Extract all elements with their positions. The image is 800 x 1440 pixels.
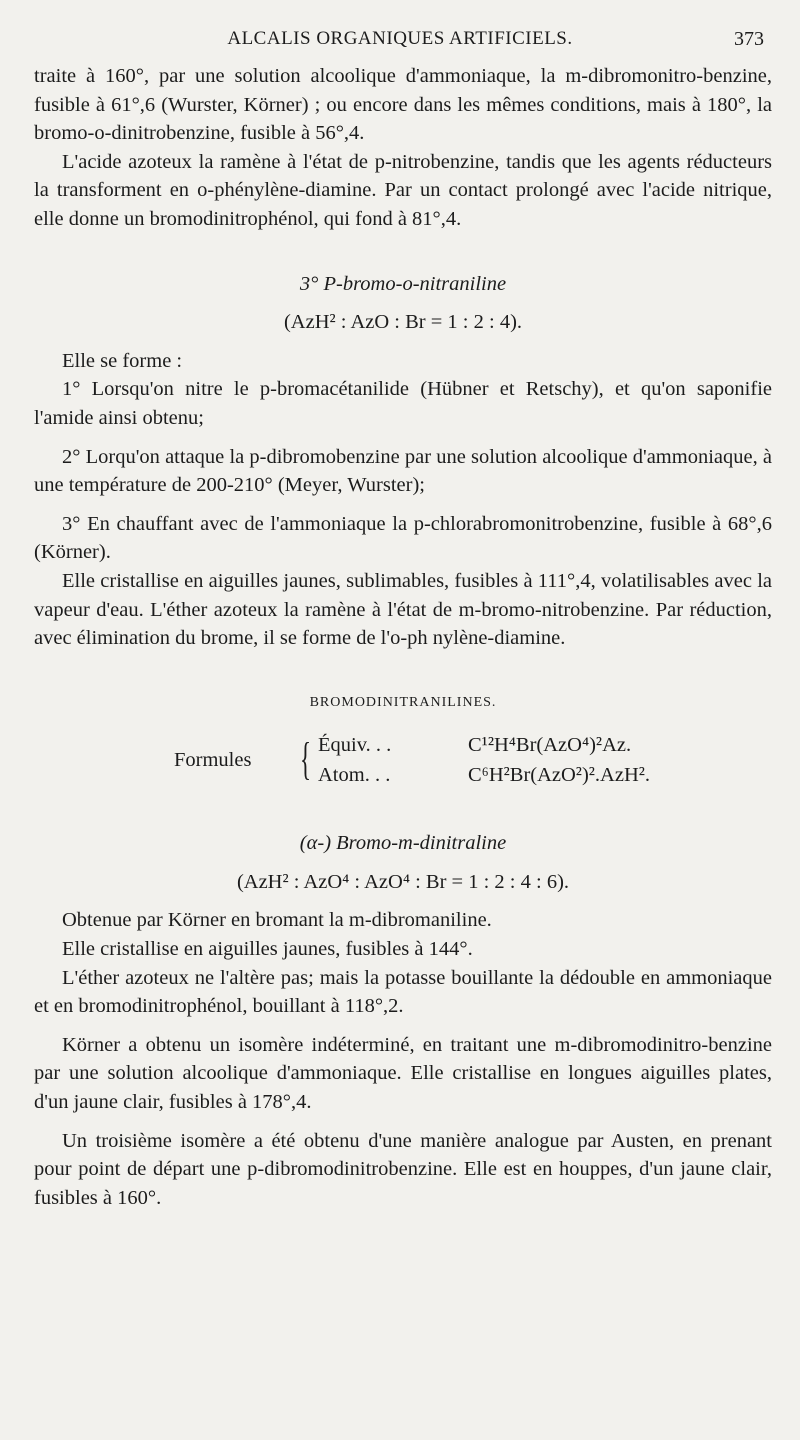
formula-value: C⁶H²Br(AzO²)².AzH². [468,764,651,787]
paragraph: L'acide azoteux la ramène à l'état de p-nitrobenzine, tandis que les agents réducteurs la transforment en o-phénylène-diamine. Par un contact prolongé avec l'acide nitrique, elle donne un bromodinitrophénol, qui fond à 81°,4. [34,150,772,230]
paragraph: Körner a obtenu un isomère indéterminé, en traitant une m-dibromodinitro-benzine par une solution alcoolique d'ammoniaque. Elle cristallise en longues aiguilles plates, d'un jaune clair, fusibles à 178°,4. [34,1033,772,1114]
paragraph: Obtenue par Körner en bromant la m-dibromaniline. [62,909,492,932]
formula-table [34,727,772,793]
formula-label: Formules [174,749,252,772]
section-ratio: (AzH² : AzO : Br = 1 : 2 : 4). [283,311,523,334]
paragraph: Elle se forme : [62,349,183,372]
paragraph: traite à 160°, par une solution alcoolique d'ammoniaque, la m-dibromonitro-benzine, fusible à 61°,6 (Wurster, Körner) ; ou encore dans les mêmes conditions, mais à 180°, la bromo-o-dinitrobenzine, fusible à 56°,4. [34,65,772,145]
section-heading: 3° P-bromo-o-nitraniline [299,272,507,295]
paragraph: 1° Lorsqu'on nitre le p-bromacétanilide (Hübner et Retschy), et qu'on saponifie l'amide ainsi obtenu; [34,378,772,429]
paragraph: 3° En chauffant avec de l'ammoniaque la p-chlorabromonitrobenzine, fusible à 68°,6 (Körner). [34,512,772,564]
section-title: BROMODINITRANILINES. [309,694,497,710]
paragraph: 2° Lorqu'on attaque la p-dibromobenzine par une solution alcoolique d'ammoniaque, à une température de 200-210° (Meyer, Wurster); [34,445,772,497]
paragraph: L'éther azoteux ne l'altère pas; mais la potasse bouillante la dédouble en ammoniaque et en bromodinitrophénol, bouillant à 118°,2. [34,966,772,1018]
paragraph: Elle cristallise en aiguilles jaunes, fusibles à 144°. [62,938,473,961]
running-title: ALCALIS ORGANIQUES ARTIFICIELS. [227,28,573,49]
formula-kind: Équiv. . . [318,734,392,757]
brace-icon: { [300,733,312,785]
formula-row-equiv [318,731,631,760]
paragraph: Elle cristallise en aiguilles jaunes, sublimables, fusibles à 111°,4, volatilisables avec la vapeur d'eau. L'éther azoteux la ramène à l'état de m-bromo-nitrobenzine. Par réduction, avec élimination du brome, il se forme de l'o-ph nylène-diamine. [34,569,772,650]
section-heading: (α-) Bromo-m-dinitraline [299,832,507,855]
paragraph: Un troisième isomère a été obtenu d'une manière analogue par Austen, en prenant pour point de départ une p-dibromodinitrobenzine. Elle est en houppes, d'un jaune clair, fusibles à 160°. [34,1129,772,1209]
page-body [34,62,772,1212]
page-header [0,28,800,58]
formula-row-atom [318,761,650,790]
formula-kind: Atom. . . [318,764,391,787]
page-number: 373 [734,28,764,50]
section-ratio: (AzH² : AzO⁴ : AzO⁴ : Br = 1 : 2 : 4 : 6). [236,870,570,893]
formula-value: C¹²H⁴Br(AzO⁴)²Az. [468,734,632,757]
